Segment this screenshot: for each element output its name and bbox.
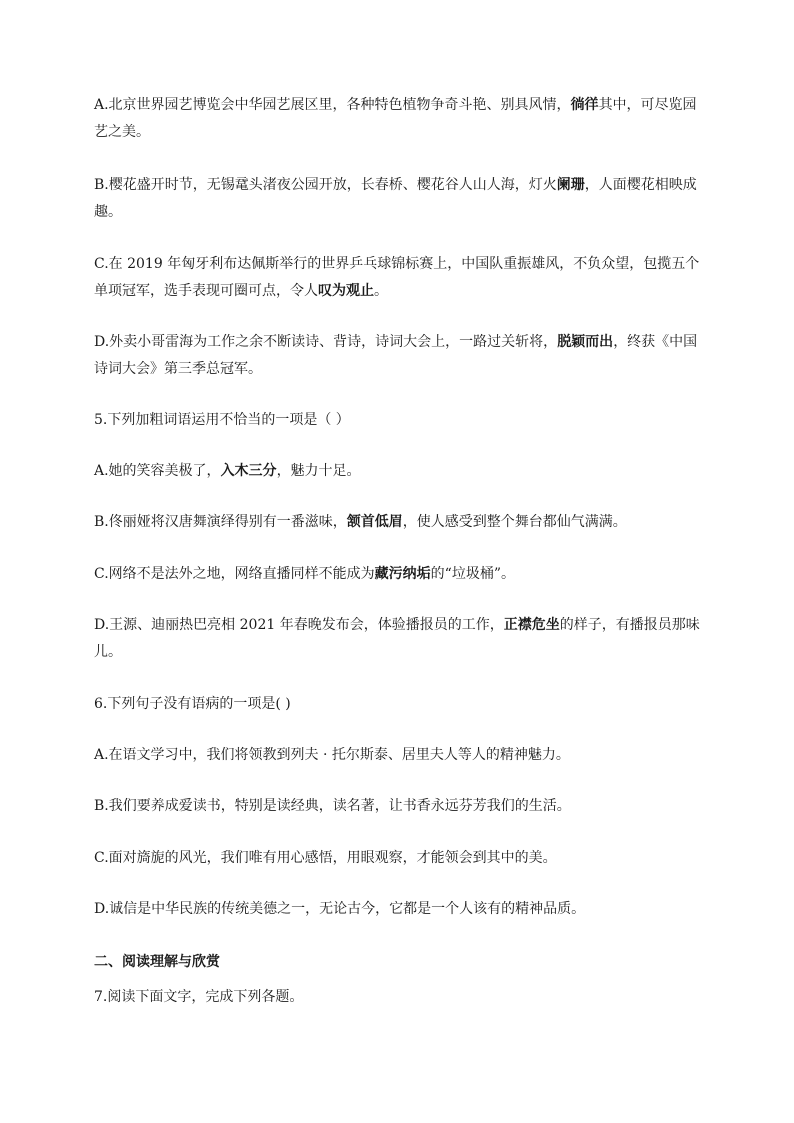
text: ，终获《中国诗词大会》第三季总冠军。 <box>94 334 698 377</box>
question-6 <box>94 691 704 718</box>
bold-term: 脱颖而出 <box>557 334 614 350</box>
question-7 <box>94 984 704 1011</box>
option-c-q5 <box>94 561 704 588</box>
option-a-q4 <box>94 92 704 146</box>
text: 。 <box>374 283 388 299</box>
text: D.外卖小哥雷海为工作之余不断读诗、背诗，诗词大会上，一路过关斩将， <box>94 334 558 350</box>
question-5 <box>94 407 704 434</box>
text: C.网络不是法外之地，网络直播同样不能成为 <box>94 566 375 582</box>
bold-term: 叹为观止 <box>318 283 374 299</box>
bold-term: 徜徉 <box>570 97 599 113</box>
text: 的“垃圾桶”。 <box>430 566 515 582</box>
section-title: 二、阅读理解与欣赏 <box>94 954 220 970</box>
text: A.北京世界园艺博览会中华园艺展区里，各种特色植物争奇斗艳、别具风情， <box>94 97 571 113</box>
option-c-q4 <box>94 251 704 305</box>
text: A.她的笑容美极了， <box>94 463 221 479</box>
option-d-q5 <box>94 612 704 666</box>
text: C.在 2019 年匈牙利布达佩斯举行的世界乒乓球锦标赛上，中国队重振雄风，不负众望，包揽五个单项冠军，选手表现可圈可点，令人 <box>94 256 700 299</box>
text: B.我们要养成爱读书，特别是读经典，读名著，让书香永远芬芳我们的生活。 <box>94 798 571 814</box>
option-b-q5 <box>94 509 704 536</box>
bold-term: 颔首低眉 <box>346 514 403 530</box>
bold-term: 入木三分 <box>220 463 277 479</box>
bold-term: 正襟危坐 <box>503 617 560 633</box>
bold-term: 阑珊 <box>556 177 585 193</box>
section-heading <box>94 949 704 976</box>
option-a-q6 <box>94 742 704 769</box>
text: B.佟丽娅将汉唐舞演绎得别有一番滋味， <box>94 514 347 530</box>
option-b-q4 <box>94 172 704 226</box>
bold-term: 藏污纳垢 <box>374 566 431 582</box>
text: D.王源、迪丽热巴亮相 2021 年春晚发布会，体验播报员的工作， <box>94 617 504 633</box>
option-a-q5 <box>94 458 704 485</box>
option-c-q6 <box>94 845 704 872</box>
option-d-q4 <box>94 329 704 383</box>
text: ，使人感受到整个舞台都仙气满满。 <box>402 514 627 530</box>
option-d-q6 <box>94 896 704 923</box>
text: 5.下列加粗词语运用不恰当的一项是（ ） <box>94 412 350 428</box>
text: B.樱花盛开时节，无锡鼋头渚夜公园开放，长春桥、樱花谷人山人海，灯火 <box>94 177 557 193</box>
text: 7.阅读下面文字，完成下列各题。 <box>94 989 304 1005</box>
option-b-q6 <box>94 793 704 820</box>
text: ，人面樱花相映成趣。 <box>94 177 697 220</box>
text: 6.下列句子没有语病的一项是( ) <box>94 696 291 712</box>
text: C.面对旖旎的风光，我们唯有用心感悟，用眼观察，才能领会到其中的美。 <box>94 850 557 866</box>
text: ，魅力十足。 <box>276 463 361 479</box>
text: A.在语文学习中，我们将领教到列夫 · 托尔斯泰、居里夫人等人的精神魅力。 <box>94 747 570 763</box>
text: 其中，可尽览园艺之美。 <box>94 97 697 140</box>
text: 的样子，有播报员那味儿。 <box>94 617 700 660</box>
text: D.诚信是中华民族的传统美德之一，无论古今，它都是一个人该有的精神品质。 <box>94 901 586 917</box>
